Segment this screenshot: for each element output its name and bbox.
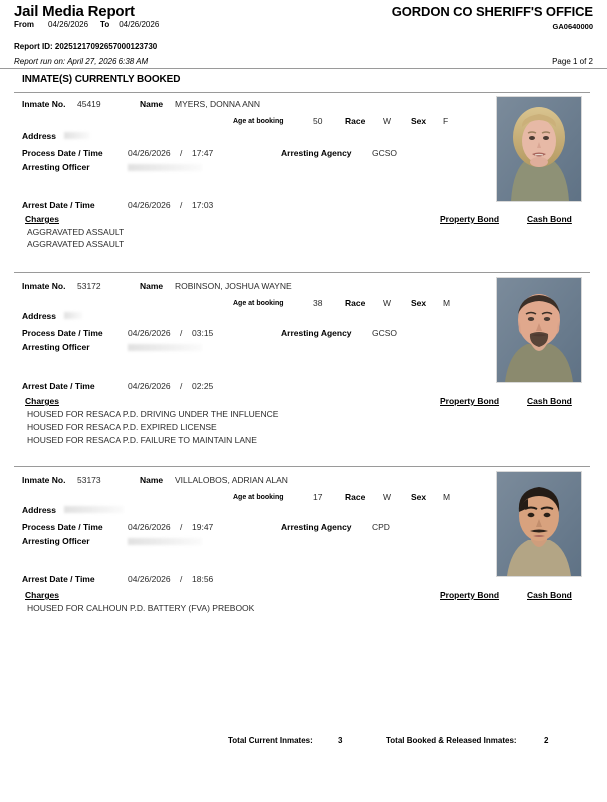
to-label: To [100, 20, 110, 29]
age-at-booking-value: 17 [313, 492, 323, 502]
inmate-name-value: VILLALOBOS, ADRIAN ALAN [175, 475, 288, 485]
arrest-time-value: 18:56 [192, 574, 214, 584]
page-number: Page 1 of 2 [552, 57, 593, 66]
report-id: Report ID: 20251217092657000123730 [14, 42, 158, 51]
arresting-agency-label: Arresting Agency [281, 522, 352, 532]
charges-label: Charges [25, 590, 60, 600]
arresting-officer-label: Arresting Officer [22, 162, 90, 172]
age-at-booking-value: 38 [313, 298, 323, 308]
process-time-value: 03:15 [192, 328, 214, 338]
inmate-no-label: Inmate No. [22, 99, 66, 109]
inmate-no-value: 53172 [77, 281, 101, 291]
charge-item: AGGRAVATED ASSAULT [27, 239, 125, 249]
inmate-name-value: MYERS, DONNA ANN [175, 99, 261, 109]
process-date-time-label: Process Date / Time [22, 148, 103, 158]
sex-value: M [443, 298, 451, 308]
address-redaction [64, 132, 90, 139]
inmate-no-value: 45419 [77, 99, 101, 109]
address-redaction [64, 506, 124, 513]
agency-name: GORDON CO SHERIFF'S OFFICE [391, 4, 593, 19]
total-current-inmates-label: Total Current Inmates: [228, 736, 313, 745]
process-date-value: 04/26/2026 [128, 522, 171, 532]
arresting-agency-value: GCSO [372, 328, 398, 338]
arrest-time-value: 02:25 [192, 381, 214, 391]
total-current-inmates-value: 3 [338, 736, 343, 745]
process-separator: / [180, 148, 183, 158]
sex-label: Sex [411, 492, 427, 502]
charge-item: HOUSED FOR RESACA P.D. DRIVING UNDER THE INFLUENCE [27, 409, 279, 419]
process-date-time-label: Process Date / Time [22, 328, 103, 338]
property-bond-label: Property Bond [440, 590, 500, 600]
inmate-no-value: 53173 [77, 475, 101, 485]
address-label: Address [22, 131, 57, 141]
record-divider-2 [14, 272, 590, 273]
sex-label: Sex [411, 116, 427, 126]
arresting-officer-label: Arresting Officer [22, 342, 90, 352]
report-run-on: Report run on: April 27, 2026 6:38 AM [14, 57, 149, 66]
inmate-name-value: ROBINSON, JOSHUA WAYNE [175, 281, 292, 291]
process-time-value: 19:47 [192, 522, 214, 532]
process-date-value: 04/26/2026 [128, 148, 171, 158]
charge-item: HOUSED FOR CALHOUN P.D. BATTERY (FVA) PREBOOK [27, 603, 255, 613]
name-label: Name [140, 475, 164, 485]
mugshot-image-myers [497, 97, 581, 201]
race-label: Race [345, 298, 366, 308]
mugshot-photo [496, 96, 582, 202]
address-redaction [64, 312, 82, 319]
record-divider-1 [14, 92, 590, 93]
property-bond-label: Property Bond [440, 396, 500, 406]
age-at-booking-value: 50 [313, 116, 323, 126]
cash-bond-label: Cash Bond [527, 590, 572, 600]
mugshot-image-robinson [497, 278, 581, 382]
arresting-agency-value: GCSO [372, 148, 398, 158]
name-label: Name [140, 281, 164, 291]
arresting-agency-label: Arresting Agency [281, 148, 352, 158]
race-value: W [383, 116, 392, 126]
mugshot-photo [496, 471, 582, 577]
header-divider [0, 68, 607, 69]
process-separator: / [180, 328, 183, 338]
process-time-value: 17:47 [192, 148, 214, 158]
race-value: W [383, 298, 392, 308]
arrest-date-value: 04/26/2026 [128, 381, 171, 391]
to-date-value: 04/26/2026 [119, 20, 160, 29]
charge-item: HOUSED FOR RESACA P.D. FAILURE TO MAINTAIN LANE [27, 435, 257, 445]
process-separator: / [180, 522, 183, 532]
section-heading: INMATE(S) CURRENTLY BOOKED [22, 74, 181, 85]
mugshot-photo [496, 277, 582, 383]
sex-label: Sex [411, 298, 427, 308]
name-label: Name [140, 99, 164, 109]
record-divider-3 [14, 466, 590, 467]
arrest-date-value: 04/26/2026 [128, 574, 171, 584]
mugshot-image-villalobos [497, 472, 581, 576]
total-booked-released-label: Total Booked & Released Inmates: [386, 736, 517, 745]
arresting-officer-label: Arresting Officer [22, 536, 90, 546]
arresting-agency-value: CPD [372, 522, 390, 532]
arrest-separator: / [180, 574, 183, 584]
from-label: From [14, 20, 34, 29]
arresting-officer-redaction [128, 538, 202, 545]
charge-item: AGGRAVATED ASSAULT [27, 227, 125, 237]
arresting-officer-redaction [128, 344, 202, 351]
race-label: Race [345, 492, 366, 502]
age-at-booking-label: Age at booking [233, 118, 284, 125]
address-label: Address [22, 505, 57, 515]
arrest-date-time-label: Arrest Date / Time [22, 381, 95, 391]
age-at-booking-label: Age at booking [233, 494, 284, 501]
arrest-time-value: 17:03 [192, 200, 214, 210]
arrest-date-value: 04/26/2026 [128, 200, 171, 210]
race-label: Race [345, 116, 366, 126]
page-title: Jail Media Report [14, 3, 135, 20]
cash-bond-label: Cash Bond [527, 214, 572, 224]
arresting-officer-redaction [128, 164, 202, 171]
property-bond-label: Property Bond [440, 214, 500, 224]
sex-value: M [443, 492, 451, 502]
from-date-value: 04/26/2026 [48, 20, 89, 29]
process-date-time-label: Process Date / Time [22, 522, 103, 532]
arrest-separator: / [180, 381, 183, 391]
process-date-value: 04/26/2026 [128, 328, 171, 338]
race-value: W [383, 492, 392, 502]
arrest-date-time-label: Arrest Date / Time [22, 200, 95, 210]
inmate-no-label: Inmate No. [22, 475, 66, 485]
age-at-booking-label: Age at booking [233, 300, 284, 307]
charges-label: Charges [25, 396, 60, 406]
address-label: Address [22, 311, 57, 321]
arrest-date-time-label: Arrest Date / Time [22, 574, 95, 584]
arresting-agency-label: Arresting Agency [281, 328, 352, 338]
agency-ori-number: GA0640000 [552, 22, 593, 31]
charge-item: HOUSED FOR RESACA P.D. EXPIRED LICENSE [27, 422, 217, 432]
date-range [14, 20, 159, 29]
cash-bond-label: Cash Bond [527, 396, 572, 406]
charges-label: Charges [25, 214, 60, 224]
total-booked-released-value: 2 [544, 736, 549, 745]
sex-value: F [443, 116, 449, 126]
arrest-separator: / [180, 200, 183, 210]
inmate-no-label: Inmate No. [22, 281, 66, 291]
